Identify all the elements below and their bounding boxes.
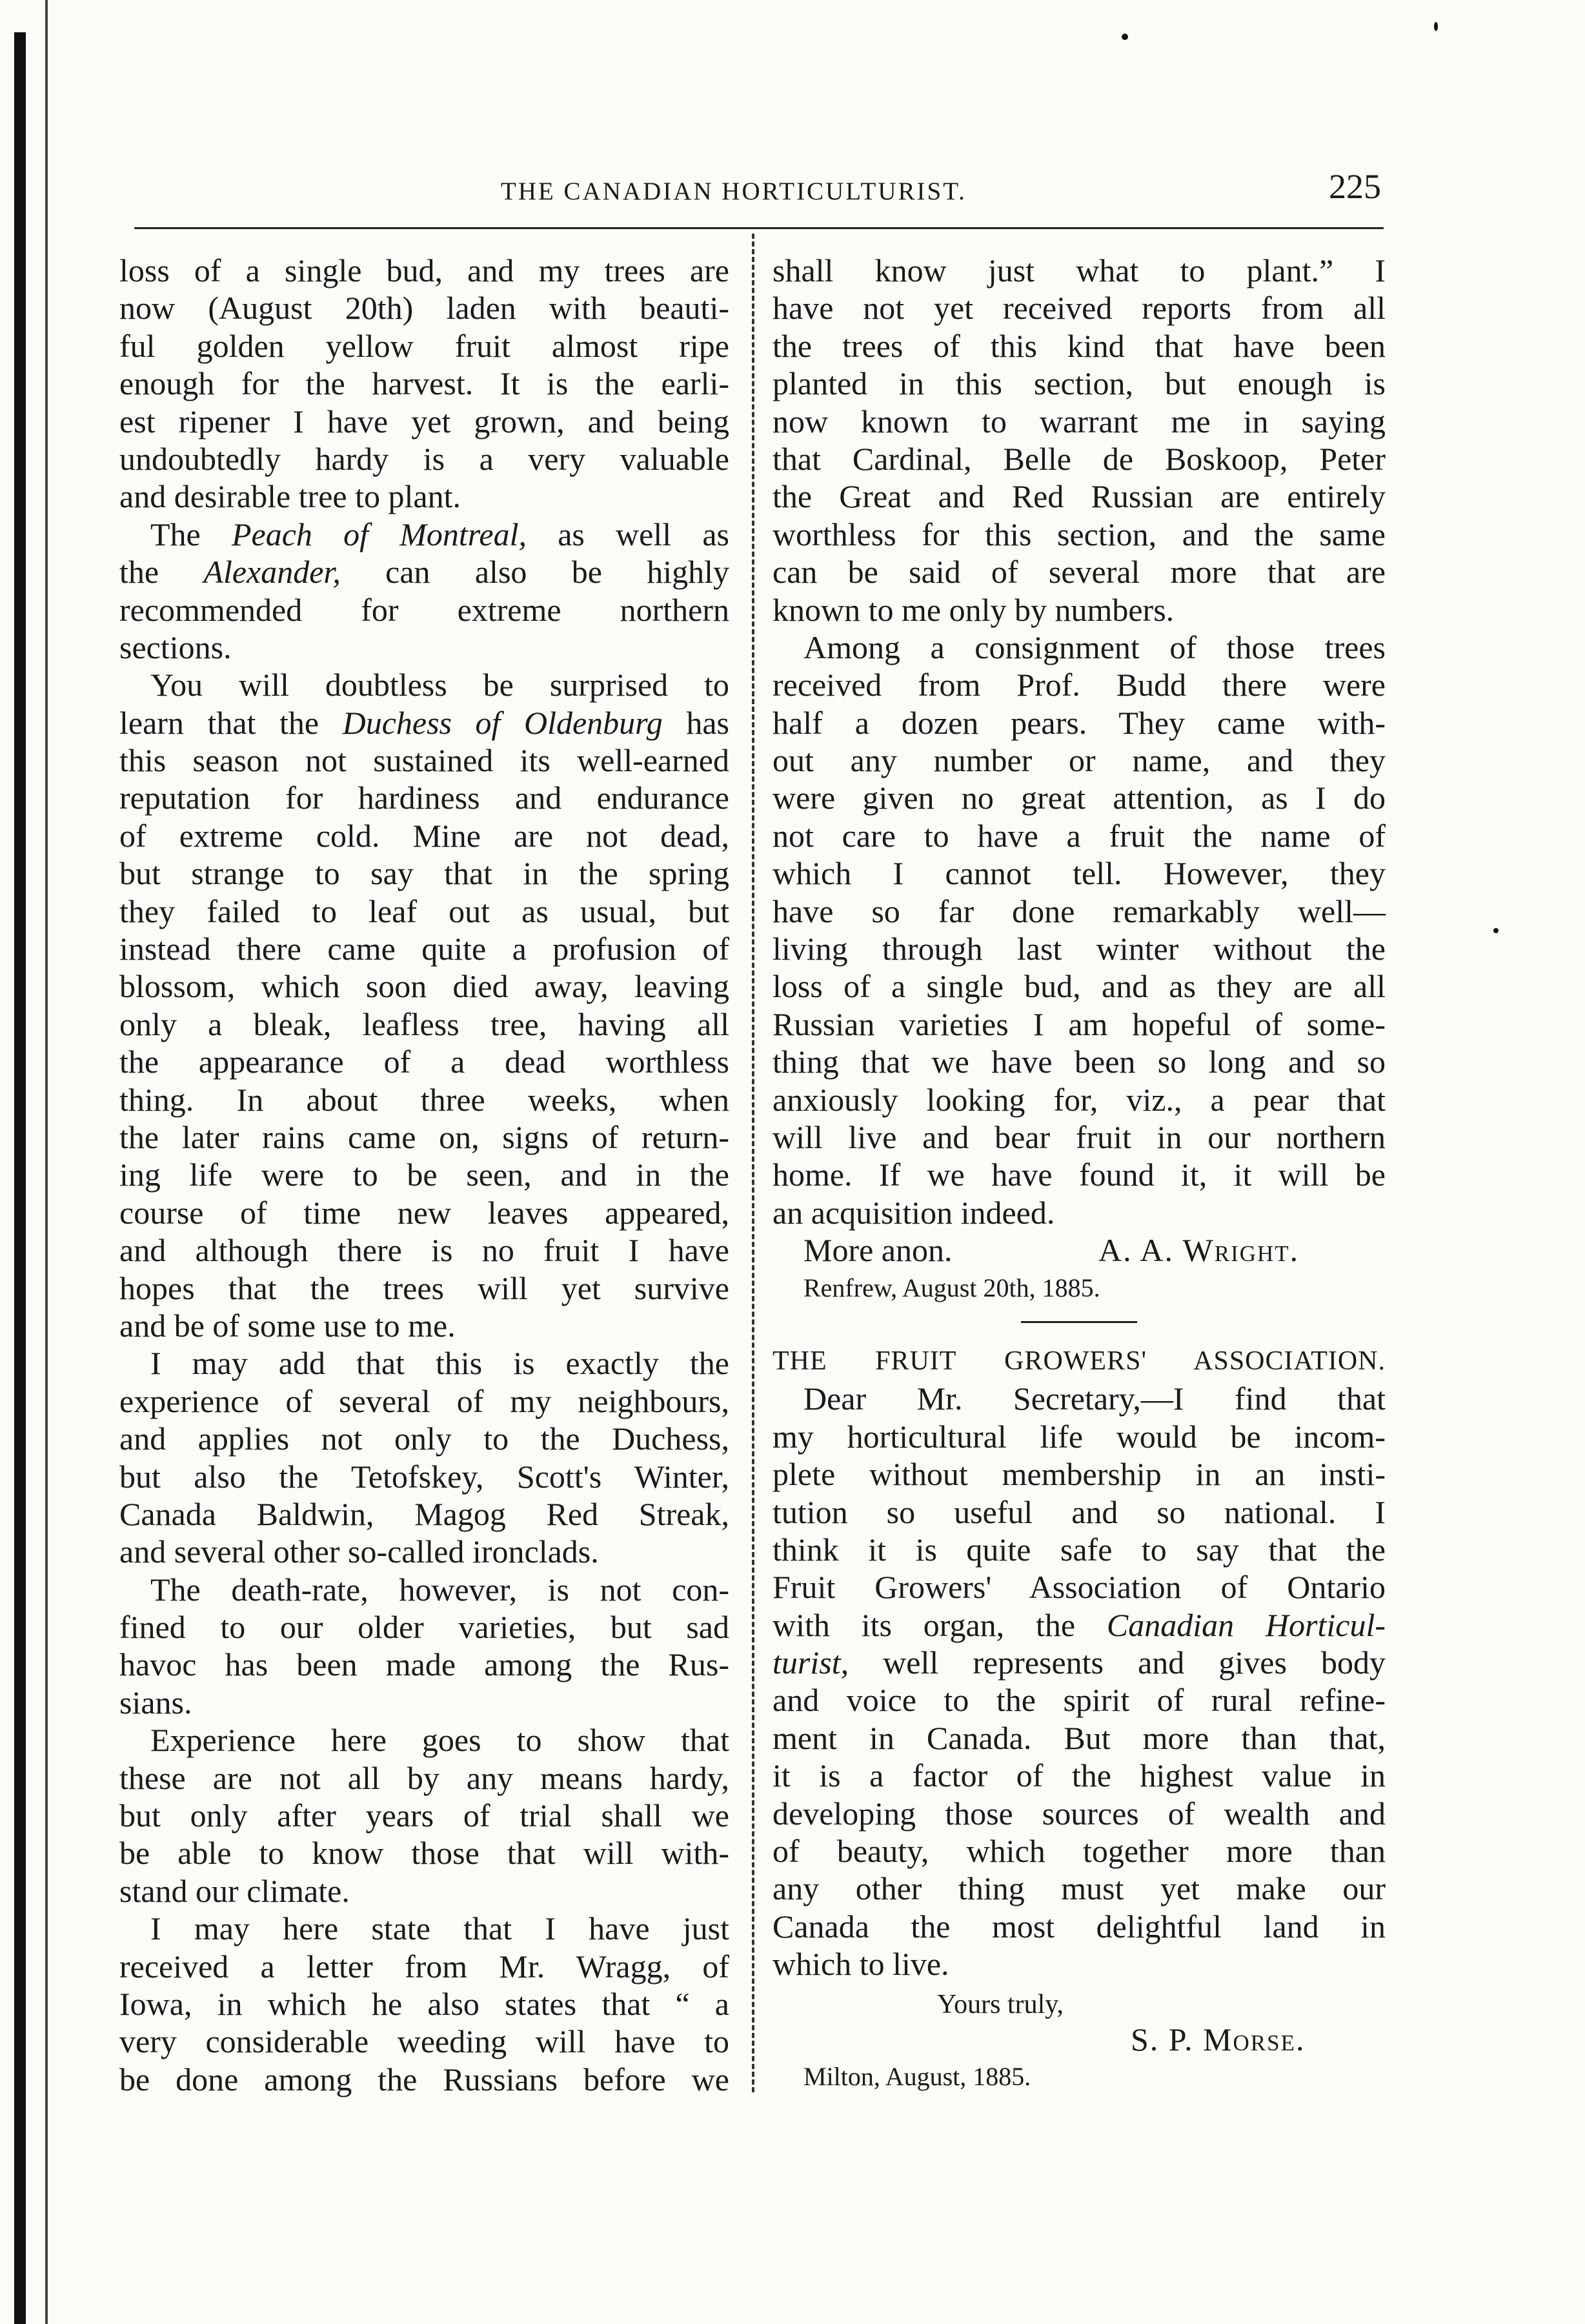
text-line <box>772 1644 1386 1681</box>
association-letter <box>772 1380 1386 1983</box>
text-line: worthless for this section, and the same <box>772 516 1386 552</box>
text-line: and although there is no fruit I have <box>119 1232 729 1269</box>
place-date: Renfrew, August 20th, 1885. <box>803 1273 1100 1302</box>
text-line: reputation for hardiness and endurance <box>119 780 729 816</box>
text-line: the Great and Red Russian are entirely <box>772 478 1386 515</box>
italic-run: Peach of Montreal, <box>231 516 527 552</box>
text-line: and desirable tree to plant. <box>119 478 461 515</box>
text-line <box>119 516 729 553</box>
text-line: and voice to the spirit of rural refine- <box>772 1682 1386 1719</box>
text-line: which I cannot tell. However, they <box>772 855 1386 892</box>
text-line: and be of some use to me. <box>119 1307 456 1344</box>
text-line: course of time new leaves appeared, <box>119 1194 729 1231</box>
author-name: S. P. Morse. <box>1131 2021 1306 2057</box>
text-line: be done among the Russians before we <box>119 2061 729 2097</box>
closing-text: More anon. <box>803 1232 953 1269</box>
text-line: fined to our older varieties, but sad <box>119 1609 729 1646</box>
text-line: of extreme cold. Mine are not dead, <box>119 817 729 854</box>
page-speck <box>1493 928 1499 933</box>
text-line: loss of a single bud, and my trees are <box>119 252 729 288</box>
text-line: now (August 20th) laden with beauti- <box>119 290 729 327</box>
text-line: sians. <box>119 1684 192 1721</box>
text-run: with its organ, the <box>772 1606 1107 1643</box>
text-line: stand our climate. <box>119 1872 350 1909</box>
text-line: that Cardinal, Belle de Boskoop, Peter <box>772 440 1386 477</box>
text-line <box>119 704 729 742</box>
page-speck <box>1434 22 1438 31</box>
text-line: sections. <box>119 629 232 665</box>
text-run: well represents and gives body <box>849 1644 1386 1681</box>
page-number: 225 <box>1329 167 1381 206</box>
letter-one-signoff <box>772 1231 1386 1269</box>
text-line: Russian varieties I am hopeful of some- <box>772 1005 1386 1042</box>
text-line: the later rains came on, signs of return- <box>119 1118 729 1155</box>
running-head <box>134 167 1381 218</box>
text-line: can be said of several more that are <box>772 554 1386 591</box>
text-line: now known to warrant me in saying <box>772 403 1386 440</box>
text-line: I may here state that I have just <box>150 1910 729 1947</box>
text-line: any other thing must yet make our <box>772 1870 1386 1907</box>
text-line: they failed to leaf out as usual, but <box>119 893 729 929</box>
text-line: known to me only by numbers. <box>772 591 1175 628</box>
text-run: learn that the <box>119 704 343 741</box>
text-line: were given no great attention, as I do <box>772 780 1386 816</box>
italic-run: Canadian Horticul- <box>1106 1606 1386 1643</box>
text-line: these are not all by any means hardy, <box>119 1759 729 1796</box>
text-line: Canada the most delightful land in <box>772 1908 1386 1945</box>
text-line: Among a consignment of those trees <box>803 629 1386 665</box>
text-line: living through last winter without the <box>772 931 1386 967</box>
italic-run: turist, <box>772 1644 849 1681</box>
italic-run: Duchess of Oldenburg <box>342 704 663 741</box>
text-run: can also be highly <box>340 554 729 591</box>
closing-text: Yours truly, <box>937 1989 1064 2019</box>
text-line: and applies not only to the Duchess, <box>119 1420 729 1457</box>
text-line: be able to know those that will with- <box>119 1835 729 1872</box>
text-line: recommended for extreme northern <box>119 591 729 628</box>
running-title: THE CANADIAN HORTICULTURIST. <box>501 177 967 205</box>
text-line <box>119 553 729 591</box>
text-line: an acquisition indeed. <box>772 1194 1055 1231</box>
text-line: thing that we have been so long and so <box>772 1044 1386 1080</box>
text-line: Experience here goes to show that <box>150 1722 729 1759</box>
text-line: Fruit Growers' Association of Ontario <box>772 1569 1386 1606</box>
text-line: half a dozen pears. They came with- <box>772 704 1386 741</box>
text-line: The death-rate, however, is not con- <box>150 1571 729 1608</box>
text-line: enough for the harvest. It is the earli- <box>119 365 729 402</box>
text-line: think it is quite safe to say that the <box>772 1531 1386 1568</box>
text-line: of beauty, which together more than <box>772 1833 1386 1870</box>
text-line: undoubtedly hardy is a very valuable <box>119 440 729 477</box>
text-run: has <box>662 704 729 741</box>
text-line: it is a factor of the highest value in <box>772 1757 1386 1794</box>
right-column <box>772 252 1386 2096</box>
text-line: I may add that this is exactly the <box>150 1345 729 1382</box>
text-line: this season not sustained its well-earned <box>119 742 729 779</box>
text-line: experience of several of my neighbours, <box>119 1382 729 1419</box>
text-line: havoc has been made among the Rus- <box>119 1646 729 1683</box>
text-line: very considerable weeding will have to <box>119 2023 729 2060</box>
letter-two-author <box>772 2021 1386 2058</box>
italic-run: Alexander, <box>203 554 341 591</box>
text-line: received a letter from Mr. Wragg, of <box>119 1948 729 1985</box>
binding-shadow-line <box>45 0 48 2324</box>
text-line: which to live. <box>772 1946 949 1983</box>
text-line: but only after years of trial shall we <box>119 1797 729 1834</box>
header-rule <box>134 227 1384 229</box>
text-line: est ripener I have yet grown, and being <box>119 403 729 440</box>
text-line: the appearance of a dead worthless <box>119 1044 729 1080</box>
text-run: the <box>119 554 204 591</box>
text-line: but also the Tetofskey, Scott's Winter, <box>119 1458 729 1495</box>
text-line: developing those sources of wealth and <box>772 1795 1386 1832</box>
column-divider <box>752 234 754 2092</box>
text-line: thing. In about three weeks, when <box>119 1081 729 1118</box>
text-line: not care to have a fruit the name of <box>772 817 1386 854</box>
text-line: loss of a single bud, and as they are all <box>772 968 1386 1005</box>
section-separator-rule <box>1021 1321 1137 1323</box>
text-line: shall know just what to plant.” I <box>772 252 1386 288</box>
text-line <box>772 1606 1386 1644</box>
letter-two-closing <box>772 1983 1386 2021</box>
text-line: have so far done remarkably well— <box>772 893 1386 929</box>
text-line: planted in this section, but enough is <box>772 365 1386 402</box>
text-line: Dear Mr. Secretary,—I find that <box>803 1380 1386 1417</box>
text-line: only a bleak, leafless tree, having all <box>119 1005 729 1042</box>
text-run: The <box>150 516 232 552</box>
text-line: ment in Canada. But more than that, <box>772 1719 1386 1756</box>
binding-edge <box>14 32 26 2324</box>
text-line: hopes that the trees will yet survive <box>119 1269 729 1306</box>
text-line: received from Prof. Budd there were <box>772 667 1386 703</box>
text-line: tution so useful and so national. I <box>772 1493 1386 1530</box>
page-speck <box>1122 34 1128 40</box>
text-line: You will doubtless be surprised to <box>150 667 729 703</box>
text-line: out any number or name, and they <box>772 742 1386 779</box>
text-line: Canada Baldwin, Magog Red Streak, <box>119 1495 729 1532</box>
text-line: my horticultural life would be incom- <box>772 1418 1386 1455</box>
text-line: and several other so-called ironclads. <box>119 1533 599 1570</box>
author-name: A. A. Wright. <box>1098 1232 1300 1269</box>
text-line: instead there came quite a profusion of <box>119 931 729 967</box>
text-line: will live and bear fruit in our northern <box>772 1118 1386 1155</box>
text-line: Iowa, in which he also states that “ a <box>119 1985 729 2022</box>
text-line: blossom, which soon died away, leaving <box>119 968 729 1005</box>
text-line: home. If we have found it, it will be <box>772 1157 1386 1193</box>
text-line: have not yet received reports from all <box>772 290 1386 327</box>
letter-one-continuation <box>772 252 1386 1231</box>
text-line: the trees of this kind that have been <box>772 327 1386 364</box>
text-line: but strange to say that in the spring <box>119 855 729 892</box>
text-line: ful golden yellow fruit almost ripe <box>119 327 729 364</box>
text-run: as well as <box>526 516 730 552</box>
text-line: anxiously looking for, viz., a pear that <box>772 1081 1386 1118</box>
section-title: THE FRUIT GROWERS' ASSOCIATION. <box>772 1346 1386 1376</box>
left-column <box>119 252 729 2098</box>
text-line: plete without membership in an insti- <box>772 1456 1386 1493</box>
text-line: ing life were to be seen, and in the <box>119 1157 729 1193</box>
place-date: Milton, August, 1885. <box>803 2062 1031 2092</box>
